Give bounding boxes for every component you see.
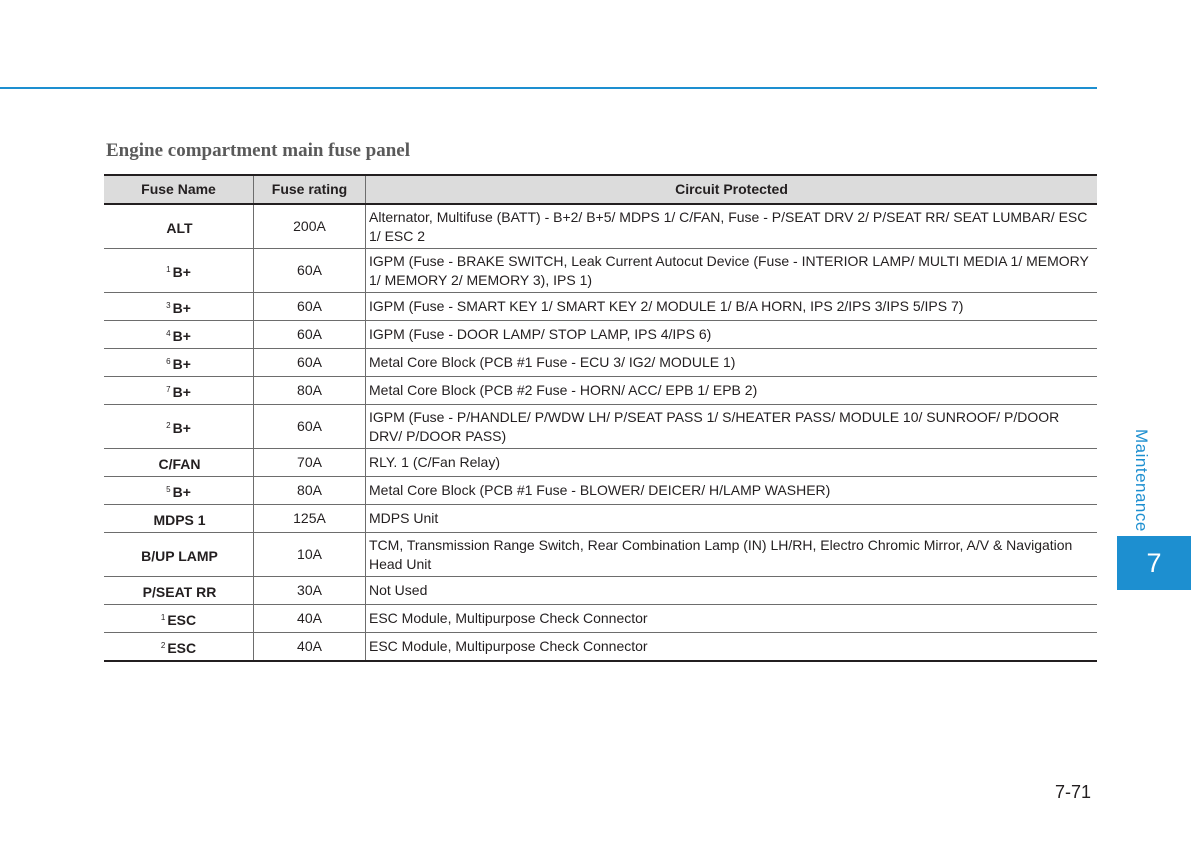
column-header-circuit-protected: Circuit Protected <box>366 175 1098 204</box>
circuit-protected: RLY. 1 (C/Fan Relay) <box>366 449 1098 477</box>
circuit-protected: IGPM (Fuse - SMART KEY 1/ SMART KEY 2/ MODULE 1/ B/A HORN, IPS 2/IPS 3/IPS 5/IPS 7) <box>366 293 1098 321</box>
fuse-name: B+ <box>172 299 191 316</box>
fuse-superscript: 6 <box>166 356 171 366</box>
fuse-name-cell <box>104 293 254 321</box>
section-title: Engine compartment main fuse panel <box>106 140 410 161</box>
fuse-name-cell <box>104 477 254 505</box>
table-row <box>104 293 1097 321</box>
circuit-protected: TCM, Transmission Range Switch, Rear Combination Lamp (IN) LH/RH, Electro Chromic Mirror, A/V & Navigation Head Unit <box>366 533 1098 577</box>
table-row <box>104 204 1097 249</box>
fuse-table <box>104 174 1097 662</box>
fuse-rating: 80A <box>254 377 366 405</box>
fuse-name-cell <box>104 349 254 377</box>
fuse-name-cell <box>104 449 254 477</box>
fuse-superscript: 3 <box>166 300 171 310</box>
circuit-protected: Alternator, Multifuse (BATT) - B+2/ B+5/ MDPS 1/ C/FAN, Fuse - P/SEAT DRV 2/ P/SEAT RR/ SEAT LUMBAR/ ESC 1/ ESC 2 <box>366 204 1098 249</box>
fuse-name: MDPS 1 <box>153 511 206 528</box>
fuse-name-cell <box>104 605 254 633</box>
fuse-name-cell <box>104 505 254 533</box>
circuit-protected: MDPS Unit <box>366 505 1098 533</box>
table-row <box>104 605 1097 633</box>
fuse-name: B+ <box>172 355 191 372</box>
circuit-protected: IGPM (Fuse - DOOR LAMP/ STOP LAMP, IPS 4/IPS 6) <box>366 321 1098 349</box>
fuse-rating: 10A <box>254 533 366 577</box>
top-rule <box>0 87 1097 89</box>
fuse-name-cell <box>104 249 254 293</box>
fuse-name-cell <box>104 577 254 605</box>
fuse-name: ALT <box>166 219 193 236</box>
fuse-rating: 60A <box>254 349 366 377</box>
circuit-protected: ESC Module, Multipurpose Check Connector <box>366 633 1098 662</box>
fuse-name: P/SEAT RR <box>142 583 217 600</box>
page-number: 7-71 <box>1055 782 1092 802</box>
fuse-superscript: 2 <box>166 420 171 430</box>
table-row <box>104 249 1097 293</box>
fuse-name: B+ <box>172 419 191 436</box>
circuit-protected: Not Used <box>366 577 1098 605</box>
fuse-rating: 40A <box>254 605 366 633</box>
fuse-rating: 40A <box>254 633 366 662</box>
table-row <box>104 533 1097 577</box>
table-row <box>104 405 1097 449</box>
chapter-tab: 7 <box>1117 536 1191 590</box>
fuse-rating: 200A <box>254 204 366 249</box>
fuse-superscript: 4 <box>166 328 171 338</box>
fuse-name: C/FAN <box>158 455 201 472</box>
circuit-protected: IGPM (Fuse - P/HANDLE/ P/WDW LH/ P/SEAT PASS 1/ S/HEATER PASS/ MODULE 10/ SUNROOF/ P/DOOR DRV/ P/DOOR PASS) <box>366 405 1098 449</box>
table-row <box>104 377 1097 405</box>
chapter-side-label: Maintenance <box>1132 429 1151 532</box>
circuit-protected: ESC Module, Multipurpose Check Connector <box>366 605 1098 633</box>
fuse-rating: 30A <box>254 577 366 605</box>
table-row <box>104 577 1097 605</box>
fuse-name-cell <box>104 204 254 249</box>
fuse-name: B+ <box>172 483 191 500</box>
circuit-protected: Metal Core Block (PCB #1 Fuse - ECU 3/ IG2/ MODULE 1) <box>366 349 1098 377</box>
fuse-rating: 60A <box>254 293 366 321</box>
table-row <box>104 633 1097 662</box>
fuse-superscript: 7 <box>166 384 171 394</box>
fuse-name-cell <box>104 377 254 405</box>
circuit-protected: IGPM (Fuse - BRAKE SWITCH, Leak Current Autocut Device (Fuse - INTERIOR LAMP/ MULTI MEDIA 1/ MEMORY 1/ MEMORY 2/ MEMORY 3), IPS 1) <box>366 249 1098 293</box>
table-row <box>104 449 1097 477</box>
column-header-fuse-name: Fuse Name <box>104 175 254 204</box>
fuse-name: ESC <box>167 639 197 656</box>
fuse-name: B/UP LAMP <box>141 547 218 564</box>
fuse-name-cell <box>104 321 254 349</box>
table-row <box>104 505 1097 533</box>
column-header-fuse-rating: Fuse rating <box>254 175 366 204</box>
table-row <box>104 477 1097 505</box>
fuse-rating: 80A <box>254 477 366 505</box>
fuse-rating: 60A <box>254 249 366 293</box>
fuse-rating: 60A <box>254 321 366 349</box>
fuse-name-cell <box>104 633 254 662</box>
fuse-superscript: 1 <box>160 612 166 622</box>
fuse-rating: 70A <box>254 449 366 477</box>
table-header-row <box>104 175 1097 204</box>
circuit-protected: Metal Core Block (PCB #1 Fuse - BLOWER/ DEICER/ H/LAMP WASHER) <box>366 477 1098 505</box>
fuse-name: B+ <box>172 327 191 344</box>
circuit-protected: Metal Core Block (PCB #2 Fuse - HORN/ ACC/ EPB 1/ EPB 2) <box>366 377 1098 405</box>
fuse-rating: 60A <box>254 405 366 449</box>
table-row <box>104 321 1097 349</box>
fuse-name: B+ <box>172 383 191 400</box>
fuse-name: ESC <box>167 611 197 628</box>
fuse-name-cell <box>104 533 254 577</box>
fuse-superscript: 5 <box>166 484 171 494</box>
fuse-name: B+ <box>172 263 191 280</box>
fuse-superscript: 1 <box>166 264 171 274</box>
fuse-superscript: 2 <box>160 640 166 650</box>
fuse-name-cell <box>104 405 254 449</box>
table-row <box>104 349 1097 377</box>
fuse-rating: 125A <box>254 505 366 533</box>
